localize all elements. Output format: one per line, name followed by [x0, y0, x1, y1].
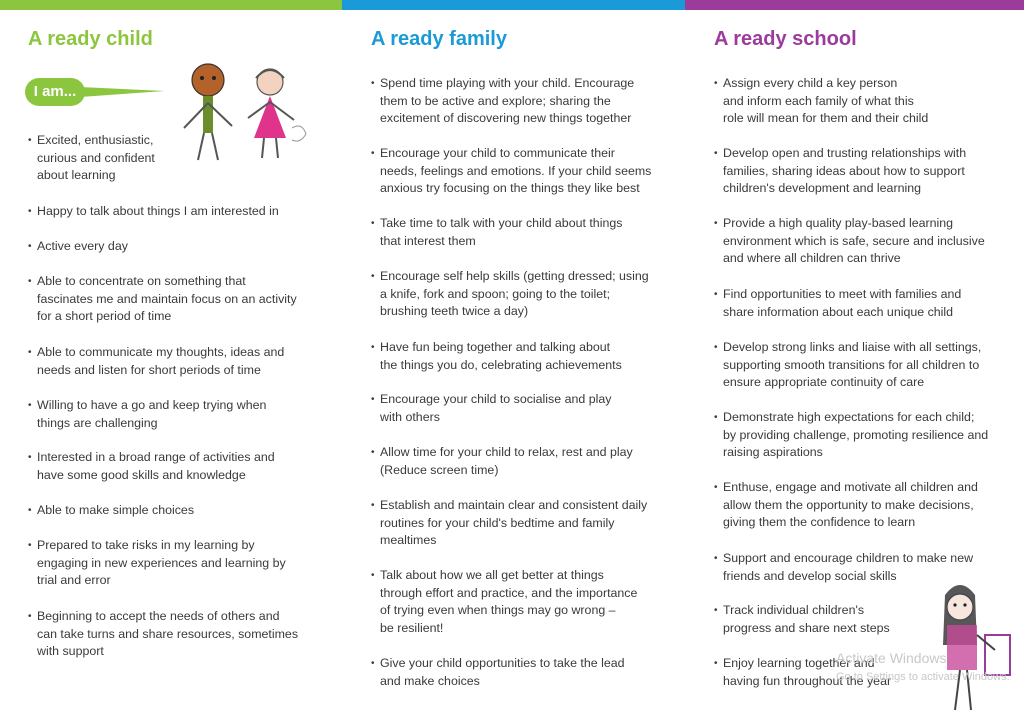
list-item: • Able to communicate my thoughts, ideas and needs and listen for short periods of time — [28, 344, 327, 379]
list-item: • Excited, enthusiastic, curious and confident about learning — [28, 132, 327, 185]
list-item: • Encourage your child to socialise and play with others — [371, 391, 680, 426]
i-am-pill: I am... — [25, 78, 85, 106]
list-item: • Beginning to accept the needs of others and can take turns and share resources, sometimes with support — [28, 608, 327, 661]
list-item: • Active every day — [28, 238, 327, 256]
list-item: • Develop open and trusting relationships with families, sharing ideas about how to support children's development and learning — [714, 145, 1013, 198]
list-item: • Provide a high quality play-based learning environment which is safe, secure and inclusive and where all children can thrive — [714, 215, 1013, 268]
list-item: • Demonstrate high expectations for each child; by providing challenge, promoting resilience and raising aspirations — [714, 409, 1013, 462]
ready-child-column — [28, 28, 328, 51]
ready-family-column — [371, 28, 681, 51]
ready-family-title: A ready family — [371, 28, 507, 50]
list-item: • Have fun being together and talking about the things you do, celebrating achievements — [371, 339, 680, 374]
list-item: • Encourage self help skills (getting dressed; using a knife, fork and spoon; going to the toilet; brushing teeth twice a day) — [371, 268, 680, 321]
top-bar-green — [0, 0, 342, 10]
top-bar-blue — [342, 0, 685, 10]
list-item: • Able to make simple choices — [28, 502, 327, 520]
list-item: • Talk about how we all get better at things through effort and practice, and the importance of trying even when things may go wrong – be resilient! — [371, 567, 680, 637]
list-item: • Enthuse, engage and motivate all children and allow them the opportunity to make decisions, giving them the confidence to learn — [714, 479, 1013, 532]
ready-child-title: A ready child — [28, 28, 153, 50]
list-item: • Assign every child a key person and inform each family of what this role will mean for them and their child — [714, 75, 1013, 128]
list-item: • Support and encourage children to make new friends and develop social skills — [714, 550, 1013, 585]
pill-tail — [80, 87, 165, 97]
list-item: • Develop strong links and liaise with all settings, supporting smooth transitions for all children to ensure appropriate continuity of care — [714, 339, 1013, 392]
list-item: • Track individual children's progress and share next steps — [714, 602, 1013, 637]
girl-drawing-illustration — [915, 575, 1020, 715]
list-item: • Allow time for your child to relax, rest and play (Reduce screen time) — [371, 444, 680, 479]
list-item: • Find opportunities to meet with families and share information about each unique child — [714, 286, 1013, 321]
ready-school-column — [714, 28, 1014, 51]
list-item: • Interested in a broad range of activities and have some good skills and knowledge — [28, 449, 327, 484]
list-item: • Willing to have a go and keep trying when things are challenging — [28, 397, 327, 432]
activate-windows-watermark: Activate Windows — [836, 650, 947, 666]
list-item: • Establish and maintain clear and consistent daily routines for your child's bedtime and family mealtimes — [371, 497, 680, 550]
list-item: • Encourage your child to communicate their needs, feelings and emotions. If your child seems anxious try focusing on the things they like best — [371, 145, 680, 198]
list-item: • Take time to talk with your child about things that interest them — [371, 215, 680, 250]
top-color-bar — [0, 0, 1024, 10]
list-item: • Enjoy learning together and having fun throughout the year — [714, 655, 1013, 690]
top-bar-purple — [685, 0, 1024, 10]
list-item: • Able to concentrate on something that fascinates me and maintain focus on an activity for a short period of time — [28, 273, 327, 326]
list-item: • Prepared to take risks in my learning by engaging in new experiences and learning by trial and error — [28, 537, 327, 590]
list-item: • Happy to talk about things I am interested in — [28, 203, 327, 221]
activate-windows-subtext: Go to Settings to activate Windows. — [836, 671, 1010, 683]
list-item: • Spend time playing with your child. Encourage them to be active and explore; sharing the excitement of discovering new things together — [371, 75, 680, 128]
ready-school-title: A ready school — [714, 28, 857, 50]
list-item: • Give your child opportunities to take the lead and make choices — [371, 655, 680, 690]
